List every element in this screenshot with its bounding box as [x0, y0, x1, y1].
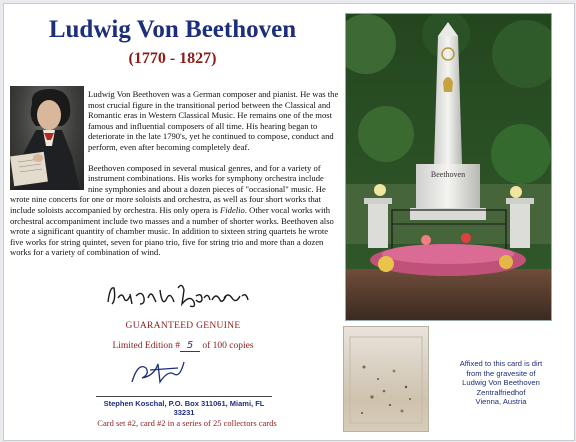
affixed-note-line4: Zentralfriedhof	[476, 387, 526, 397]
affixed-note-line5: Vienna, Austria	[475, 397, 527, 407]
affixed-note-line3: Ludwig Von Beethoven	[462, 378, 540, 388]
dirt-sample	[343, 326, 429, 432]
dealer-address: Stephen Koschal, P.O. Box 311061, Miami, FL 33231	[96, 396, 272, 417]
affixed-note-line1: Affixed to this card is dirt	[459, 359, 543, 368]
life-years: (1770 - 1827)	[128, 50, 217, 67]
bio-paragraph-1: Ludwig Von Beethoven was a German composer and pianist. He was the most crucial figure in the transitional period between the Classical and Romantic eras in Western Classical Music. He remains one of the most famous and influential composers of all time. His hearing began to deteriorate in the late 1790's, yet he continued to compose, conduct and perform, even after becoming completely deaf.	[88, 89, 339, 152]
gravesite-photo	[345, 13, 552, 321]
beethoven-signature	[104, 280, 254, 310]
opera-title: Fidelio	[220, 204, 245, 215]
card-set-info: Card set #2, card #2 in a series of 25 collectors cards	[97, 418, 277, 428]
page-title: Ludwig Von Beethoven	[48, 16, 297, 43]
affixed-note-line2: from the gravesite of	[466, 368, 536, 378]
edition-number: 5	[180, 340, 200, 352]
bio-paragraph-2: Beethoven composed in several musical genres, and for a variety of instrument combinations. His works for symphony orchestra include nine symphonies and about a dozen pieces of "occasional" music. He wrote nine concerts for one or more soloists and orchestra, as well as four short works that include soloists accompanied by orchestra. His only opera is Fidelio. Other vocal works with orchestral accompaniment include two masses and a number of shorter works. Beethoven also wrote a significant quantity of chamber music. In addition to sixteen string quartets he wrote five works for string quintet, seven for piano trio, five for string trio and more than a dozen works for a variety of combination of wind.	[10, 162, 334, 258]
guarantee-label: GUARANTEED GENUINE	[125, 321, 241, 331]
koschal-signature	[128, 356, 188, 390]
edition-line: Limited Edition # 5 of 100 copies	[112, 340, 254, 351]
biography	[10, 89, 340, 268]
affixed-note	[436, 359, 566, 407]
grave-inscription: Beethoven	[430, 170, 466, 179]
